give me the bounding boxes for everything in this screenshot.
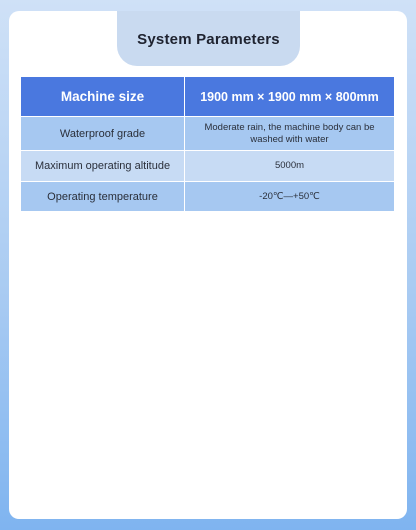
spec-table bbox=[20, 76, 395, 212]
machine-size-value: 1900 mm × 1900 mm × 800mm bbox=[185, 77, 395, 117]
title-tab bbox=[117, 11, 300, 66]
spec-label: Waterproof grade bbox=[21, 117, 185, 151]
table-row bbox=[21, 117, 395, 151]
table-header-row bbox=[21, 77, 395, 117]
page-title: System Parameters bbox=[137, 31, 280, 48]
machine-size-label: Machine size bbox=[21, 77, 185, 117]
spec-value: Moderate rain, the machine body can be washed with water bbox=[185, 117, 395, 151]
spec-value: -20℃—+50℃ bbox=[185, 182, 395, 212]
table-row bbox=[21, 151, 395, 182]
spec-label: Maximum operating altitude bbox=[21, 151, 185, 182]
table-row bbox=[21, 182, 395, 212]
spec-label: Operating temperature bbox=[21, 182, 185, 212]
spec-value: 5000m bbox=[185, 151, 395, 182]
